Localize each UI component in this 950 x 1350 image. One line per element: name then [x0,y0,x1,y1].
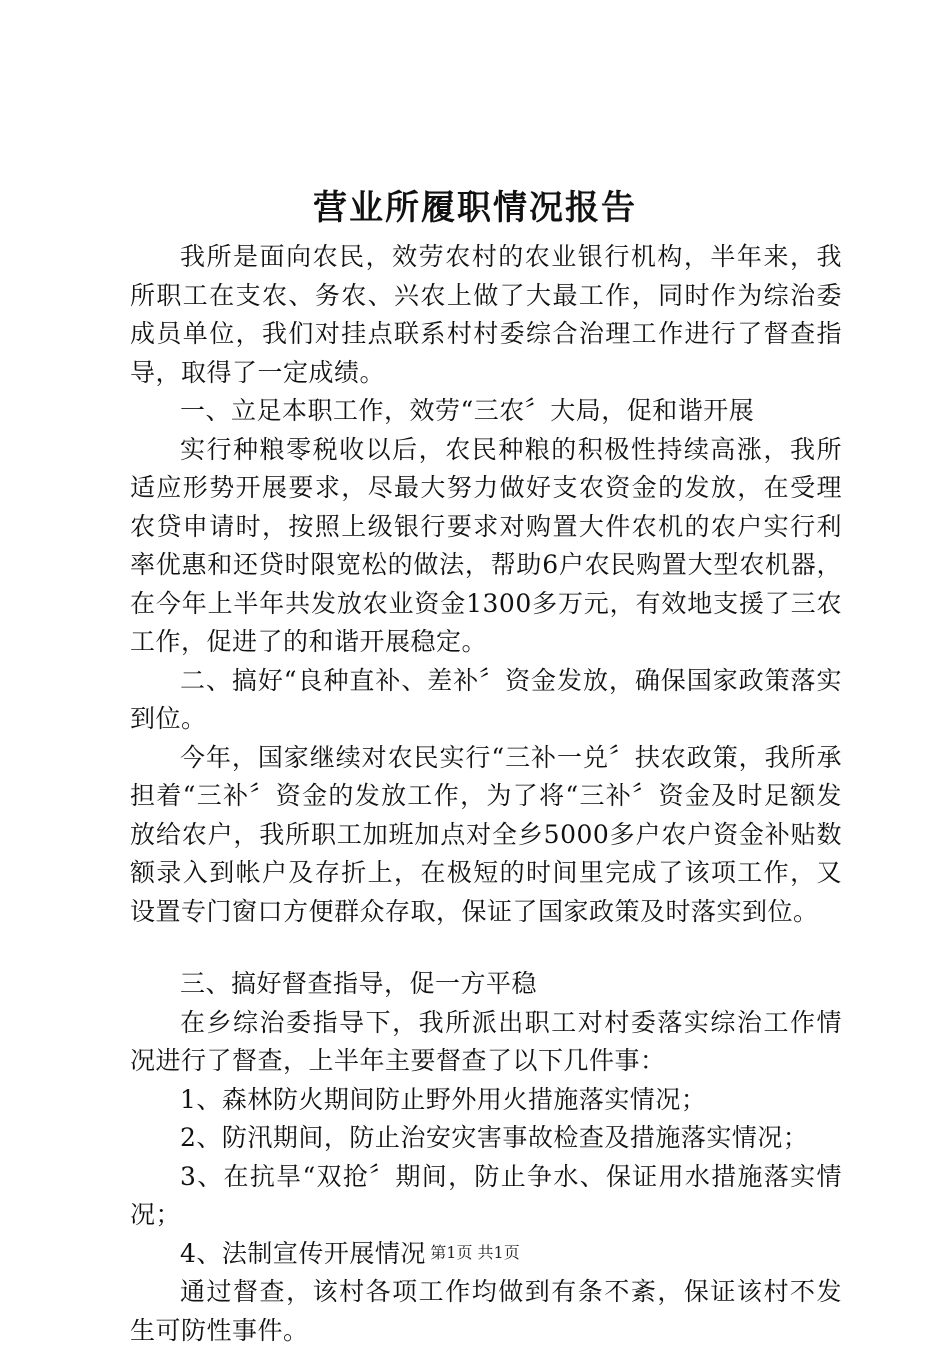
list-item: 3、在抗旱“双抢〞期间，防止争水、保证用水措施落实情况； [130,1161,842,1229]
document-body [130,238,842,1350]
paragraph-section-2: 今年，国家继续对农民实行“三补一兑〞扶农政策，我所承担着“三补〞资金的发放工作，为了将“三补〞资金及时足额发放给农户，我所职工加班加点对全乡5000多户农户资金补贴数额录入到帐户及存折上，在极短的时间里完成了该项工作，又设置专门窗口方便群众存取，保证了国家政策及时落实到位。 [130,742,842,926]
section-heading-2: 二、搞好“良种直补、差补〞资金发放，确保国家政策落实到位。 [130,665,842,733]
list-item: 1、森林防火期间防止野外用火措施落实情况； [180,1084,707,1114]
list-item: 4、法制宣传开展情况 [180,1238,426,1268]
paragraph-section-3: 在乡综治委指导下，我所派出职工对村委落实综治工作情况进行了督查，上半年主要督查了以下几件事： [130,1007,842,1075]
page-footer: 第1页 共1页 [430,1243,520,1262]
section-heading-3: 三、搞好督查指导，促一方平稳 [180,969,538,998]
paragraph-conclusion: 通过督查，该村各项工作均做到有条不紊，保证该村不发生可防性事件。 [130,1277,842,1345]
paragraph-intro: 我所是面向农民，效劳农村的农业银行机构，半年来，我所职工在支农、务农、兴农上做了大最工作，同时作为综治委成员单位，我们对挂点联系村村委综合治理工作进行了督查指导，取得了一定成绩。 [130,242,842,387]
list-item: 2、防汛期间，防止治安灾害事故检查及措施落实情况； [180,1123,809,1152]
paragraph-section-1: 实行种粮零税收以后，农民种粮的积极性持续高涨，我所适应形势开展要求，尽最大努力做好支农资金的发放，在受理农贷申请时，按照上级银行要求对购置大件农机的农户实行利率优惠和还贷时限宽松的做法，帮助6户农民购置大型农机器，在今年上半年共发放农业资金1300多万元，有效地支援了三农工作，促进了的和谐开展稳定。 [130,434,842,656]
document-title: 营业所履职情况报告 [313,188,637,228]
paragraph-gap [130,931,842,965]
section-heading-1: 一、立足本职工作，效劳“三农〞大局，促和谐开展 [180,396,755,425]
